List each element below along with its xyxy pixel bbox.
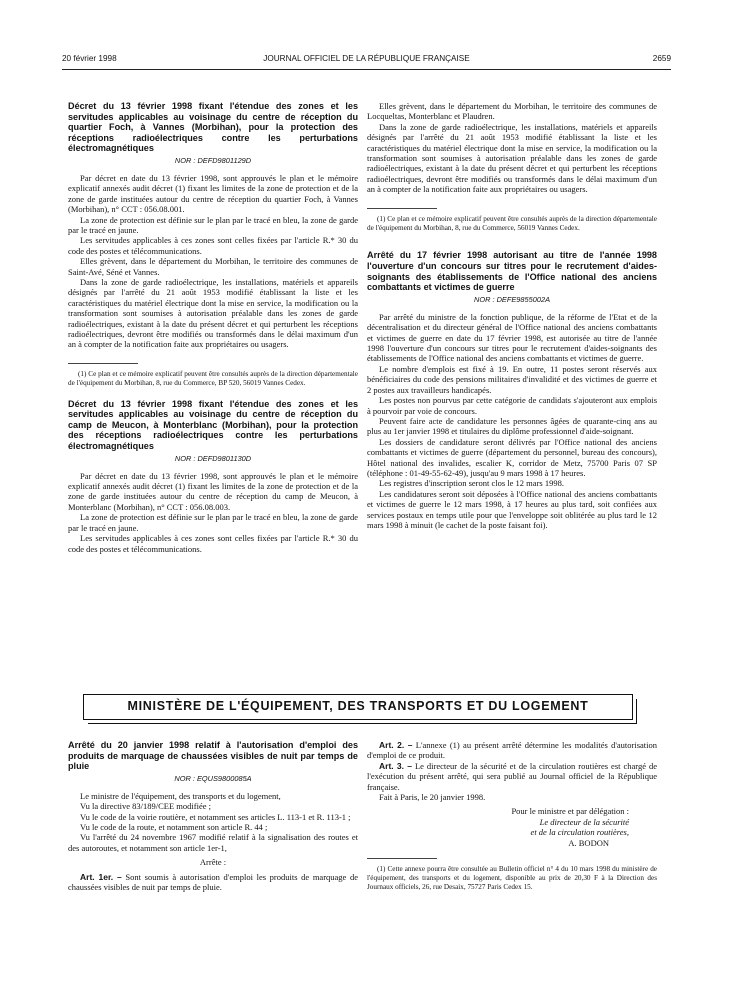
arrete-1-paragraph: Les candidatures seront soit déposées à l'Office national des anciens combattants et victimes de guerre le 12 mars 1998, à 17 heures au plus tard, soit confiées aux services postaux en temps utile pour que l'enveloppe soit oblitérée au plus tard le 12 mars 1998 à minuit (le cachet de la poste faisant foi). — [367, 488, 657, 530]
header-journal-title: JOURNAL OFFICIEL DE LA RÉPUBLIQUE FRANÇAISE — [263, 54, 470, 63]
signature-title-1 — [367, 817, 657, 827]
decree-2-paragraph: Dans la zone de garde radioélectrique, les installations, matériels et appareils désignés par l'arrêté du 21 août 1953 modifié établissant la liste et les caractéristiques du matériel électrique dont la mise en service, la modification ou la transformation sont soumises à autorisation préalable dans les zones de garde radioélectriques, existant à la date du présent décret et qui perturbent les réceptions radioélectriques, devront être modifiés ou transformés dans le délai maximum d'un an à compter de la notification faite aux propriétaires ou usagers. — [367, 121, 657, 195]
arrete-1-title: Arrêté du 17 février 1998 autorisant au titre de l'année 1998 l'ouverture d'un concours sur titres pour le recrutement d'aides-soignants des établissements de l'Office national des anciens combattants et victimes de guerre — [367, 250, 657, 293]
arrete-1-paragraph: Peuvent faire acte de candidature les personnes âgées de quarante-cinq ans au plus au 1er janvier 1998 et titulaires du diplôme professionnel d'aide-soignant. — [367, 415, 657, 437]
decree-2-footnote: (1) Ce plan et ce mémoire explicatif peuvent être consultés auprès de la direction départementale de l'équipement du Morbihan, 8, rue du Commerce, 56019 Vannes Cedex. — [367, 214, 657, 232]
decree-1-paragraph: La zone de protection est définie sur le plan par le tracé en bleu, la zone de garde par le tracé en jaune. — [68, 214, 358, 235]
right-column — [367, 101, 657, 530]
arrete-1-paragraph: Les dossiers de candidature seront délivrés par l'Office national des anciens combattants et victimes de guerre (département du personnel, bureau des concours), Hôtel national des invalides, escalier K, corridor de Metz, 75700 Paris 07 SP (téléphone : 01-49-55-62-49), jusqu'au 9 mars 1998 à 17 heures. — [367, 436, 657, 478]
arrete-2-done-at: Fait à Paris, le 20 janvier 1998. — [379, 792, 486, 803]
arrete-2-paragraph: Vu le code de la voirie routière, et notamment ses articles L. 113-1 et R. 113-1 ; — [80, 811, 351, 822]
ministry-heading: MINISTÈRE DE L'ÉQUIPEMENT, DES TRANSPORTS ET DU LOGEMENT — [83, 694, 633, 720]
signature-title-1-text: Le directeur de la sécurité — [539, 816, 629, 827]
decree-2-nor: NOR : DEFD9801130D — [174, 453, 252, 463]
decree-2-paragraph: La zone de protection est définie sur le plan par le tracé en bleu, la zone de garde par le tracé en jaune. — [68, 512, 358, 533]
article-label: Art. 2. – — [379, 740, 413, 750]
signature-delegation: Pour le ministre et par délégation : — [511, 806, 629, 817]
arrete-1-nor: NOR : DEFE9855002A — [474, 294, 550, 304]
page-header — [62, 54, 671, 68]
article-text: Le directeur de la sécurité et de la circulation routières est chargé de l'exécution du présent arrêté, qui sera publié au Journal officiel de la République française. — [367, 760, 658, 792]
footnote-separator — [367, 858, 437, 859]
article-text: Sont soumis à autorisation d'emploi les produits de marquage de chaussées visibles de nuit par temps de pluie. — [68, 871, 358, 893]
decree-1-paragraph: Dans la zone de garde radioélectrique, les installations, matériels et appareils désignés par l'arrêté du 21 août 1953 modifié établissant la liste et les caractéristiques du matériel électrique dont la mise en service, la modification ou la transformation sont soumises à autorisation préalable dans les zones de garde radioélectriques, existant à la date du présent décret et qui perturbent les réceptions radioélectriques, devront être modifiés ou transformés dans le délai maximum d'un an à compter de la notification faite aux propriétaires ou usagers. — [68, 277, 358, 350]
arrete-1-paragraph: Les registres d'inscription seront clos le 12 mars 1998. — [379, 478, 564, 489]
decree-1-nor: NOR : DEFD9801129D — [174, 155, 252, 165]
arrete-2-article-2 — [367, 740, 657, 761]
decree-2-paragraph: Elles grèvent, dans le département du Morbihan, le territoire des communes de Locqueltas, Monterblanc et Plaudren. — [367, 101, 657, 122]
arrete-2-paragraph: Vu la directive 83/189/CEE modifiée ; — [80, 801, 211, 812]
bottom-right-column — [367, 740, 657, 892]
left-column — [68, 101, 358, 554]
arrete-2-paragraph: Vu le code de la route, et notamment son article R. 44 ; — [80, 822, 268, 832]
bottom-left-column — [68, 740, 358, 892]
decree-1-paragraph: Elles grèvent, dans le département du Morbihan, le territoire des communes de Saint-Avé, Séné et Vannes. — [68, 256, 358, 277]
article-text: L'annexe (1) au présent arrêté détermine les modalités d'autorisation d'emploi de ce produit. — [367, 740, 658, 761]
arrete-2-paragraph: Le ministre de l'équipement, des transports et du logement, — [80, 790, 281, 801]
article-label: Art. 3. – — [379, 760, 412, 771]
arrete-1-paragraph: Par arrêté du ministre de la fonction publique, de la réforme de l'Etat et de la décentralisation et du directeur général de l'Office national des anciens combattants et victimes de guerre en date du 17 février 1998, est autorisée au titre de l'année 1998 l'ouverture d'un concours sur titres pour le recrutement d'aides-soignants des établissements de l'Office national des anciens combattants et victimes de guerre. — [367, 311, 657, 364]
signature-title-2-text: et de la circulation routières, — [530, 827, 629, 838]
decree-2-paragraph: Par décret en date du 13 février 1998, sont approuvés le plan et le mémoire explicatif annexés audit décret (1) fixant les limites de la zone de protection et de la zone de garde instituées autour du centre de réception du camp de Meucon, à Monterblanc (Morbihan), n° CCT : 056.08.003. — [68, 470, 358, 512]
arrete-2-footnote: (1) Cette annexe pourra être consultée au Bulletin officiel n° 4 du 10 mars 1998 du ministère de l'équipement, des transports et du logement, disponible au prix de 20,30 F à la Direction des Journaux officiels, 26, rue Desaix, 75727 Paris Cedex 15. — [367, 865, 657, 891]
decree-1-paragraph: Par décret en date du 13 février 1998, sont approuvés le plan et le mémoire explicatif annexés audit décret (1) fixant les limites de la zone de protection et de la zone de garde instituées autour du centre de réception du quartier Foch, à Vannes (Morbihan), n° CCT : 056.08.001. — [68, 172, 358, 215]
arrete-2-article-3 — [367, 761, 657, 792]
arrete-2-title: Arrêté du 20 janvier 1998 relatif à l'autorisation d'emploi des produits de marquage de chaussées visibles de nuit par temps de pluie — [68, 740, 358, 772]
decree-2-title: Décret du 13 février 1998 fixant l'étendue des zones et les servitudes applicables au voisinage du centre de réception du camp de Meucon, à Monterblanc (Morbihan), pour la protection des réceptions radioélectriques contre les perturbations électromagnétiques — [68, 398, 358, 452]
decree-1-title: Décret du 13 février 1998 fixant l'étendue des zones et les servitudes applicables au voisinage du centre de réception du quartier Foch, à Vannes (Morbihan), pour la protection des réceptions radioélectriques contre les perturbations électromagnétiques — [68, 101, 358, 154]
arrete-1-paragraph: Les postes non pourvus par cette catégorie de candidats s'ajouteront aux emplois à pourvoir par voie de concours. — [367, 395, 657, 416]
arrete-2-decision: Arrête : — [199, 857, 227, 868]
signature-name: A. BODON — [568, 837, 609, 848]
footnote-separator — [367, 208, 437, 209]
arrete-2-article-1 — [68, 872, 358, 893]
signature-title-2 — [367, 827, 657, 837]
header-rule — [62, 69, 671, 70]
decree-1-paragraph: Les servitudes applicables à ces zones sont celles fixées par l'article R.* 30 du code des postes et télécommunications. — [68, 235, 358, 256]
header-date: 20 février 1998 — [62, 54, 117, 63]
decree-1-footnote: (1) Ce plan et ce mémoire explicatif peuvent être consultés auprès de la direction départementale de l'équipement du Morbihan, 8, rue du Commerce, BP 520, 56019 Vannes Cedex. — [68, 369, 358, 387]
arrete-2-nor: NOR : EQUS9800085A — [174, 773, 252, 783]
arrete-2-paragraph: Vu l'arrêté du 24 novembre 1967 modifié relatif à la signalisation des routes et des autoroutes, et notamment son article 1er-1, — [68, 832, 358, 853]
arrete-1-paragraph: Le nombre d'emplois est fixé à 19. En outre, 11 postes seront réservés aux bénéficiaires du code des pensions militaires d'invalidité et des victimes de guerre et 2 postes aux travailleurs handicapés. — [367, 363, 657, 395]
decree-2-paragraph: Les servitudes applicables à ces zones sont celles fixées par l'article R.* 30 du code des postes et télécommunications. — [68, 533, 358, 554]
header-page-number: 2659 — [652, 54, 671, 63]
article-label: Art. 1er. – — [80, 871, 122, 882]
footnote-separator — [68, 363, 138, 364]
